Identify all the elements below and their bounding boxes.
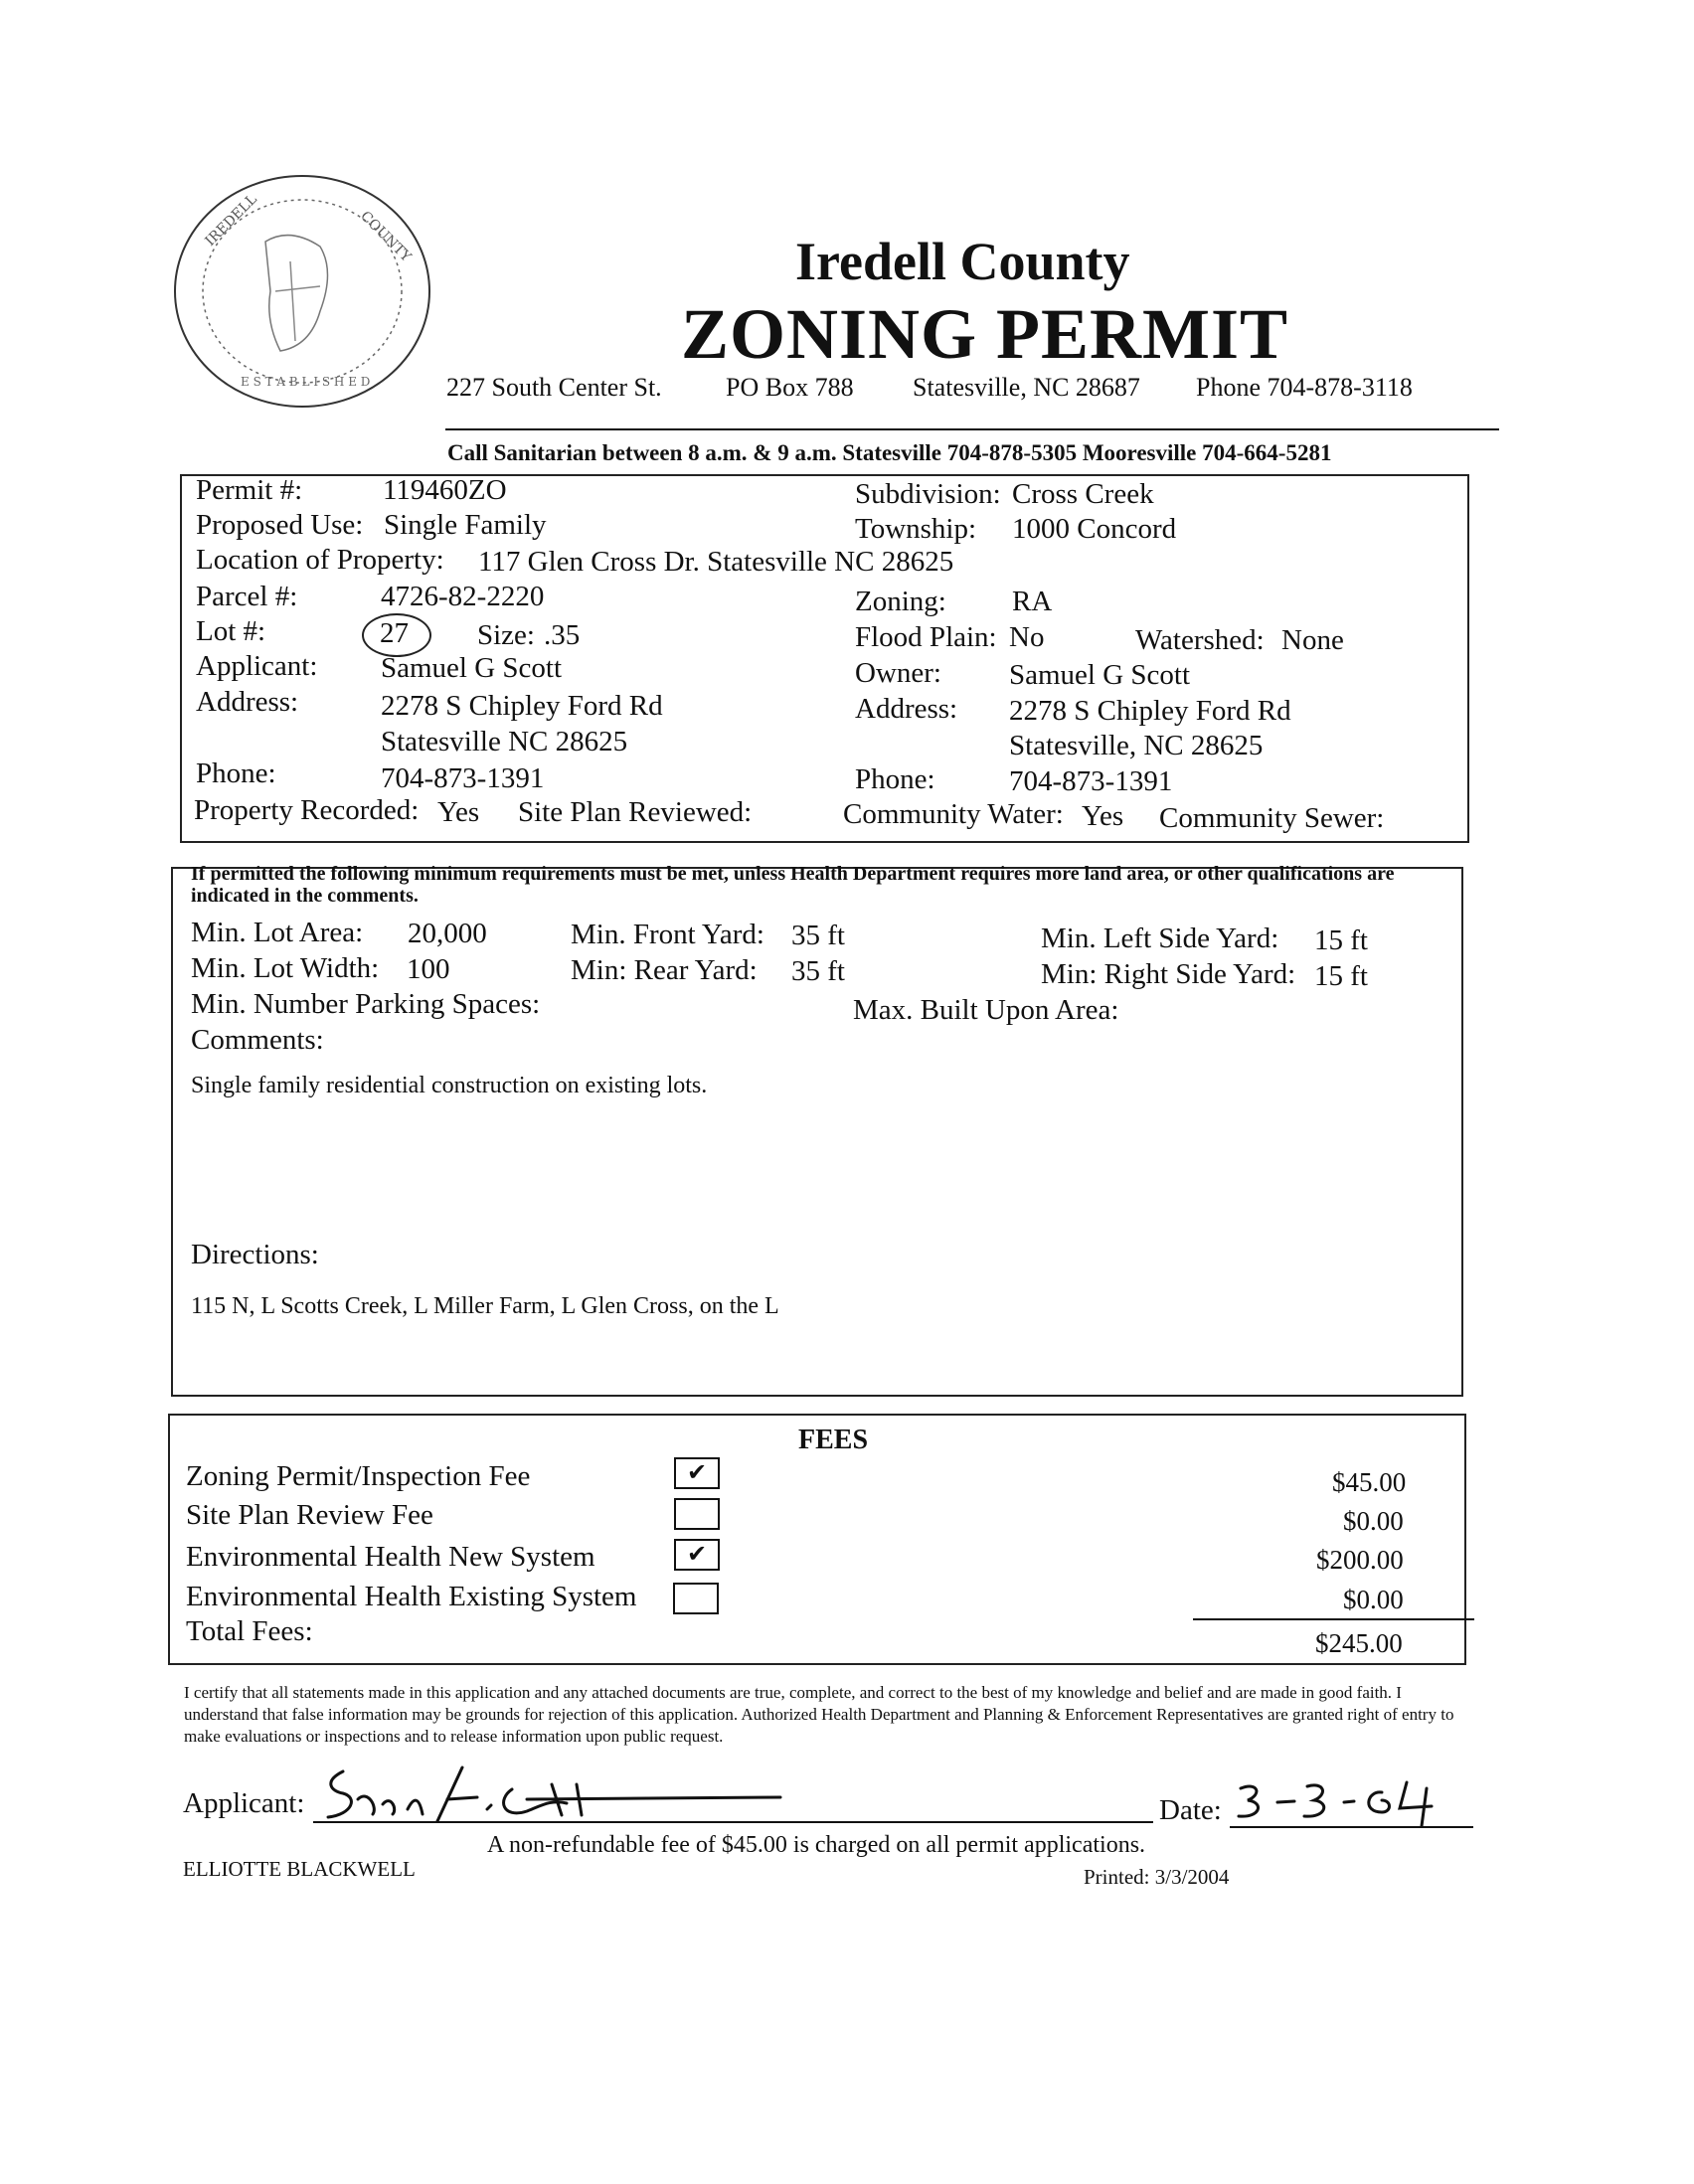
- min-right-side-yard-label: Min: Right Side Yard:: [1041, 958, 1296, 990]
- directions-label: Directions:: [191, 1239, 319, 1270]
- header-rule: [445, 428, 1499, 430]
- min-lot-area: 20,000: [408, 918, 487, 949]
- fee-label: Environmental Health New System: [186, 1541, 595, 1573]
- location-label: Location of Property:: [196, 544, 444, 576]
- min-left-side-yard: 15 ft: [1314, 924, 1368, 956]
- proposed-use-label: Proposed Use:: [196, 509, 364, 541]
- applicant-phone-label: Phone:: [196, 757, 276, 789]
- owner-address-line2: Statesville, NC 28625: [1009, 730, 1264, 761]
- min-rear-yard: 35 ft: [791, 955, 845, 987]
- community-water-label: Community Water:: [843, 798, 1064, 830]
- permit-number: 119460ZO: [383, 474, 507, 506]
- owner-label: Owner:: [855, 657, 941, 689]
- size-label: Size:: [477, 619, 535, 651]
- owner-address-label: Address:: [855, 693, 958, 725]
- requirements-intro: If permitted the following minimum requirements must be met, unless Health Department requires more land area, or other qualifications are indicated in the comments.: [191, 863, 1395, 907]
- zoning: RA: [1012, 586, 1053, 617]
- fee-checkbox[interactable]: ✔: [674, 1539, 720, 1571]
- comments-label: Comments:: [191, 1024, 324, 1056]
- min-lot-area-label: Min. Lot Area:: [191, 917, 364, 948]
- min-parking-label: Min. Number Parking Spaces:: [191, 988, 541, 1020]
- lot-label: Lot #:: [196, 615, 266, 647]
- lot-number: 27: [380, 617, 409, 649]
- site-plan-reviewed-label: Site Plan Reviewed:: [518, 796, 753, 828]
- owner-phone-label: Phone:: [855, 763, 935, 795]
- property-recorded-label: Property Recorded:: [194, 794, 420, 826]
- fee-amount: $0.00: [1343, 1506, 1404, 1536]
- fee-amount: $0.00: [1343, 1585, 1404, 1614]
- permit-details-box: [180, 474, 1469, 843]
- certification-text: I certify that all statements made in this application and any attached documents are true, complete, and correct to the best of my knowledge and belief and are made in good faith. I understand that false information may be grounds for rejection of this application. Authorized Health Department and Planning & Enforcement Representatives are granted right of entry to make evaluations or inspections and to release information upon public request.: [184, 1683, 1454, 1746]
- community-sewer-label: Community Sewer:: [1159, 802, 1385, 834]
- non-refundable-fee-note: A non-refundable fee of $45.00 is charged on all permit applications.: [487, 1832, 1146, 1858]
- owner-phone: 704-873-1391: [1009, 765, 1173, 797]
- applicant-phone: 704-873-1391: [381, 762, 545, 794]
- applicant-address-line1: 2278 S Chipley Ford Rd: [381, 690, 663, 722]
- handwritten-date: [1233, 1776, 1441, 1828]
- fee-label: Site Plan Review Fee: [186, 1499, 433, 1531]
- total-rule: [1193, 1618, 1474, 1620]
- owner-address-line1: 2278 S Chipley Ford Rd: [1009, 695, 1291, 727]
- fee-label: Environmental Health Existing System: [186, 1581, 637, 1612]
- sanitarian-note: Call Sanitarian between 8 a.m. & 9 a.m. Statesville 704-878-5305 Mooresville 704-664-5281: [447, 440, 1332, 465]
- permit-number-label: Permit #:: [196, 474, 303, 506]
- fee-checkbox[interactable]: [673, 1583, 719, 1614]
- fee-checkbox[interactable]: ✔: [674, 1457, 720, 1489]
- max-built-upon-label: Max. Built Upon Area:: [853, 994, 1119, 1026]
- flood-plain-label: Flood Plain:: [855, 621, 997, 653]
- fee-amount: $200.00: [1316, 1545, 1404, 1575]
- svg-text:IREDELL: IREDELL: [202, 191, 260, 250]
- total-fees: $245.00: [1315, 1628, 1403, 1658]
- min-lot-width: 100: [407, 953, 450, 985]
- flood-plain: No: [1009, 621, 1045, 653]
- applicant-label: Applicant:: [196, 650, 318, 682]
- comments-text: Single family residential construction on existing lots.: [191, 1073, 708, 1098]
- total-fees-label: Total Fees:: [186, 1615, 313, 1647]
- community-water: Yes: [1082, 800, 1124, 832]
- applicant-name: Samuel G Scott: [381, 652, 563, 684]
- county-name: Iredell County: [795, 232, 1130, 291]
- owner-name: Samuel G Scott: [1009, 659, 1191, 691]
- applicant-signature: [313, 1760, 790, 1829]
- parcel-number: 4726-82-2220: [381, 581, 545, 612]
- zoning-label: Zoning:: [855, 586, 946, 617]
- min-right-side-yard: 15 ft: [1314, 960, 1368, 992]
- township-label: Township:: [855, 513, 977, 545]
- county-seal: [171, 172, 433, 411]
- date-label: Date:: [1159, 1794, 1222, 1826]
- fee-amount: $45.00: [1332, 1467, 1407, 1497]
- subdivision: Cross Creek: [1012, 478, 1154, 510]
- header-po-box: PO Box 788: [726, 373, 854, 402]
- min-front-yard: 35 ft: [791, 920, 845, 951]
- fees-title: FEES: [798, 1425, 869, 1455]
- document-title: ZONING PERMIT: [681, 294, 1289, 374]
- lot-size: .35: [544, 619, 581, 651]
- fee-checkbox[interactable]: [674, 1498, 720, 1530]
- applicant-signature-label: Applicant:: [183, 1787, 305, 1819]
- location: 117 Glen Cross Dr. Statesville NC 28625: [478, 546, 954, 578]
- min-front-yard-label: Min. Front Yard:: [571, 919, 764, 950]
- township: 1000 Concord: [1012, 513, 1177, 545]
- staff-name: ELLIOTTE BLACKWELL: [183, 1857, 416, 1881]
- header-phone: Phone 704-878-3118: [1196, 373, 1413, 402]
- header-street: 227 South Center St.: [446, 373, 662, 402]
- fee-label: Zoning Permit/Inspection Fee: [186, 1460, 531, 1492]
- printed-date: Printed: 3/3/2004: [1084, 1865, 1230, 1889]
- applicant-address-label: Address:: [196, 686, 299, 718]
- min-left-side-yard-label: Min. Left Side Yard:: [1041, 923, 1279, 954]
- applicant-address-line2: Statesville NC 28625: [381, 726, 628, 757]
- watershed: None: [1281, 624, 1344, 656]
- proposed-use: Single Family: [384, 509, 547, 541]
- min-lot-width-label: Min. Lot Width:: [191, 952, 380, 984]
- directions-text: 115 N, L Scotts Creek, L Miller Farm, L Glen Cross, on the L: [191, 1293, 779, 1319]
- svg-text:COUNTY: COUNTY: [357, 208, 415, 265]
- property-recorded: Yes: [437, 796, 480, 828]
- parcel-label: Parcel #:: [196, 581, 298, 612]
- svg-text:E S T A B L I S H E D: E S T A B L I S H E D: [241, 375, 371, 389]
- subdivision-label: Subdivision:: [855, 478, 1001, 510]
- header-city: Statesville, NC 28687: [913, 373, 1140, 402]
- min-rear-yard-label: Min: Rear Yard:: [571, 954, 758, 986]
- watershed-label: Watershed:: [1135, 624, 1265, 656]
